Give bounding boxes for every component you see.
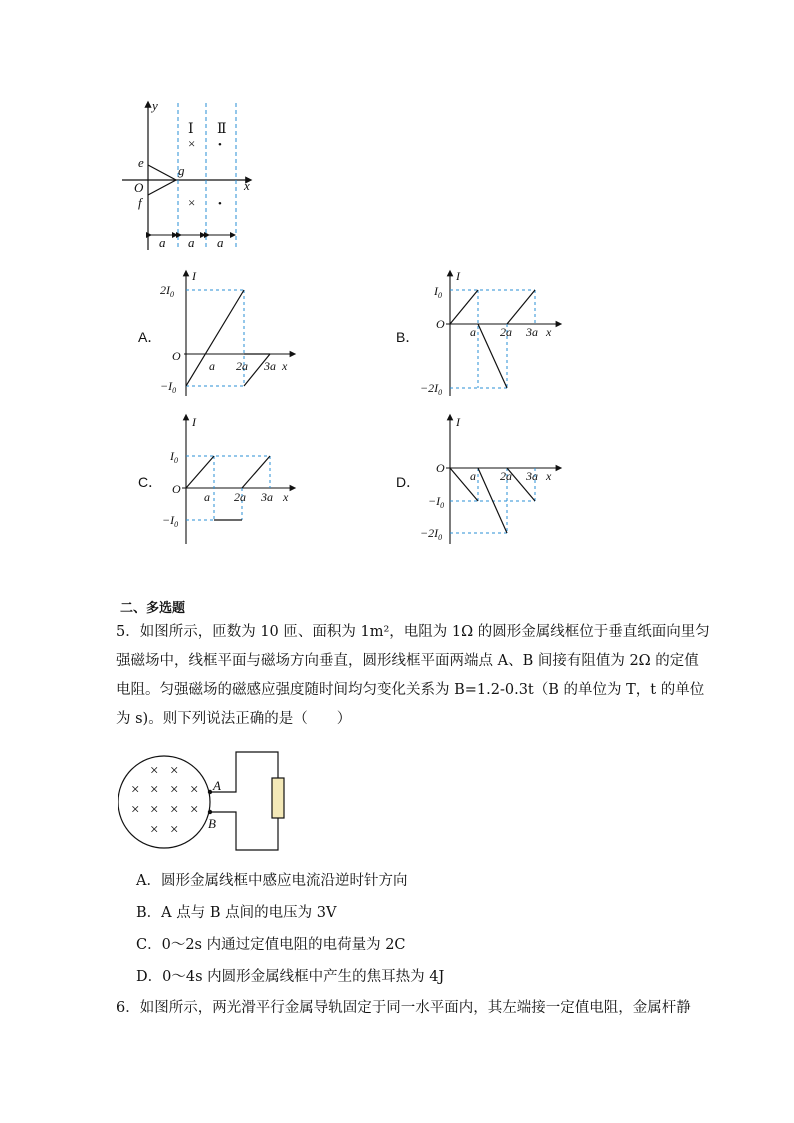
graph-c-tick: 2a	[234, 490, 246, 504]
field-out-symbol: •	[218, 139, 222, 151]
question-6-text	[116, 994, 716, 1023]
graph-b-y-bot: $-2I_0$	[420, 381, 443, 397]
point-e-label: e	[138, 155, 144, 170]
graph-d-tick: 3a	[526, 469, 538, 483]
option-c-label[interactable]: C．	[138, 474, 163, 490]
terminal-b	[208, 810, 212, 814]
x-axis-label: x	[244, 178, 250, 193]
point-f-label: f	[138, 195, 142, 210]
graph-c-curve	[242, 456, 270, 488]
region-1-label: Ⅰ	[188, 122, 194, 137]
graph-c-tick: a	[204, 490, 210, 504]
field-regions-figure	[110, 95, 270, 260]
q5-option-b[interactable]: B．A 点与 B 点间的电压为 3V	[136, 905, 337, 921]
graph-b-curve	[507, 290, 535, 324]
point-g-label: g	[178, 163, 185, 178]
graph-a-tick: x	[282, 359, 288, 373]
field-in-symbol: ×	[188, 195, 196, 210]
graph-d-tick: a	[470, 469, 476, 483]
terminal-b-label: B	[208, 816, 216, 831]
graph-d-origin: O	[436, 461, 445, 475]
graph-d-y-label: I	[456, 415, 460, 429]
field-cross: ×	[150, 763, 159, 779]
terminal-a	[208, 790, 212, 794]
origin-label: O	[134, 180, 144, 195]
circuit-figure	[118, 748, 298, 860]
field-cross: ×	[131, 782, 140, 798]
question-5-text	[116, 618, 716, 734]
field-cross: ×	[190, 802, 199, 818]
q5-option-d[interactable]: D．0～4s 内圆形金属线框中产生的焦耳热为 4J	[136, 969, 445, 985]
q5-line: 电阻。匀强磁场的磁感应强度随时间均匀变化关系为 B=1.2-0.3t（B 的单位为 T，t 的单位	[116, 682, 705, 698]
terminal-a-label: A	[213, 778, 221, 793]
graph-a-tick: a	[209, 359, 215, 373]
field-cross: ×	[170, 763, 179, 779]
graph-b-y-top: $I_0$	[434, 284, 442, 300]
graph-c-y-top: $I_0$	[170, 449, 178, 465]
field-cross: ×	[170, 822, 179, 838]
q5-line: 5．如图所示，匝数为 10 匝、面积为 1m²，电阻为 1Ω 的圆形金属线框位于垂直纸面向里匀	[116, 624, 710, 640]
field-cross: ×	[150, 782, 159, 798]
q5-choices	[136, 870, 444, 988]
y-axis-label: y	[152, 98, 158, 113]
q6-line: 6．如图所示，两光滑平行金属导轨固定于同一水平面内，其左端接一定值电阻，金属杆静	[116, 1000, 691, 1016]
region-2-label: Ⅱ	[217, 122, 227, 137]
option-d-label[interactable]: D．	[396, 474, 421, 490]
graph-a-y-label: I	[192, 269, 196, 283]
field-cross: ×	[170, 782, 179, 798]
graph-b-tick: 3a	[526, 325, 538, 339]
q5-line: 强磁场中，线框平面与磁场方向垂直，圆形线框平面两端点 A、B 间接有阻值为 2Ω 的定值	[116, 653, 699, 669]
width-label: a	[159, 235, 166, 250]
q5-option-a[interactable]: A．圆形金属线框中感应电流沿逆时针方向	[136, 873, 408, 889]
graph-a-tick: 2a	[236, 359, 248, 373]
graph-b-tick: a	[470, 325, 476, 339]
graph-c-y-label: I	[192, 415, 196, 429]
graph-b-tick: x	[546, 325, 552, 339]
graph-c-tick: 3a	[261, 490, 273, 504]
graph-c-tick: x	[283, 490, 289, 504]
graph-d-y-mid: $-I_0$	[428, 494, 445, 510]
field-out-symbol: •	[218, 198, 222, 210]
graph-d	[420, 412, 570, 547]
option-a-label[interactable]: A．	[138, 329, 162, 345]
graph-b-origin: O	[436, 317, 445, 331]
wire	[210, 752, 278, 850]
width-label: a	[188, 235, 195, 250]
graph-a-origin: O	[172, 349, 181, 363]
graph-c-y-bot: $-I_0$	[162, 513, 179, 529]
graph-b-tick: 2a	[500, 325, 512, 339]
graph-c	[160, 412, 300, 547]
width-label: a	[217, 235, 224, 250]
graph-d-y-bot: $-2I_0$	[420, 526, 443, 542]
graph-c-origin: O	[172, 482, 181, 496]
field-cross: ×	[131, 802, 140, 818]
graph-a	[160, 268, 300, 398]
field-cross: ×	[170, 802, 179, 818]
resistor	[272, 778, 284, 818]
field-cross: ×	[150, 802, 159, 818]
graph-a-y-top: $2I_0$	[160, 283, 174, 299]
q5-option-c[interactable]: C．0～2s 内通过定值电阻的电荷量为 2C	[136, 937, 406, 953]
section-title: 二、多选题	[120, 601, 186, 616]
field-in-symbol: ×	[188, 136, 196, 151]
graph-d-tick: x	[546, 469, 552, 483]
graph-b-curve	[450, 290, 478, 324]
graph-c-curve	[186, 456, 214, 488]
graph-b-y-label: I	[456, 269, 460, 283]
graph-d-tick: 2a	[500, 469, 512, 483]
graph-b	[420, 268, 570, 398]
graph-a-y-bot: $-I_0$	[160, 379, 177, 395]
q5-line: 为 s)。则下列说法正确的是（ ）	[116, 711, 352, 727]
field-cross: ×	[150, 822, 159, 838]
graph-a-tick: 3a	[264, 359, 276, 373]
option-b-label[interactable]: B．	[396, 329, 420, 345]
field-cross: ×	[190, 782, 199, 798]
